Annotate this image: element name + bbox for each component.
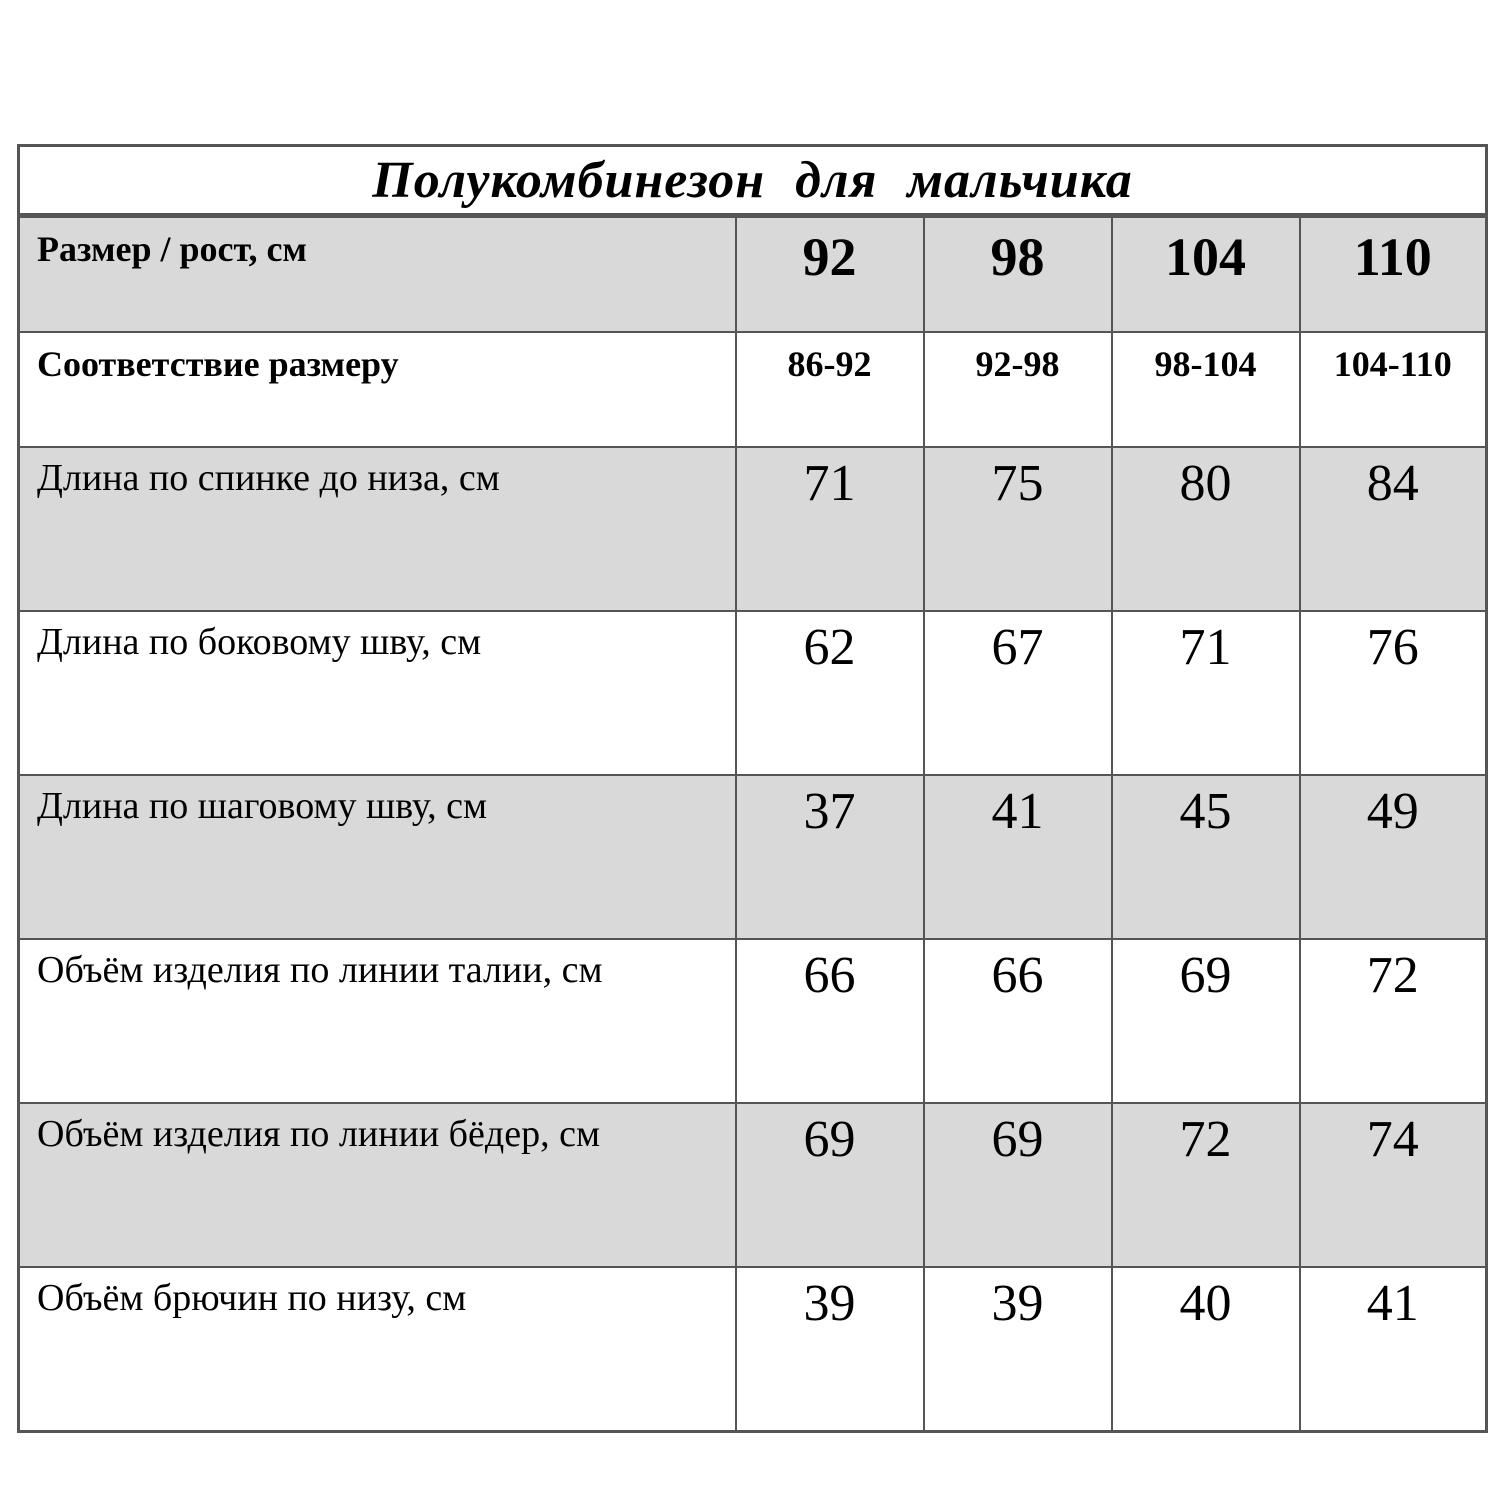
fit-range: 104-110 xyxy=(1300,332,1487,447)
fit-label: Соответствие размеру xyxy=(19,332,736,447)
value-cell: 76 xyxy=(1300,611,1487,775)
table-row xyxy=(19,447,1487,611)
size-110: 110 xyxy=(1300,216,1487,333)
value-cell: 75 xyxy=(924,447,1112,611)
value-cell: 72 xyxy=(1112,1103,1300,1267)
value-cell: 74 xyxy=(1300,1103,1487,1267)
value-cell: 84 xyxy=(1300,447,1487,611)
header-row xyxy=(19,216,1487,333)
fit-range: 92-98 xyxy=(924,332,1112,447)
row-label: Объём изделия по линии бёдер, см xyxy=(19,1103,736,1267)
value-cell: 66 xyxy=(924,939,1112,1103)
size-98: 98 xyxy=(924,216,1112,333)
table-row xyxy=(19,939,1487,1103)
row-label: Длина по шаговому шву, см xyxy=(19,775,736,939)
value-cell: 69 xyxy=(736,1103,924,1267)
value-cell: 72 xyxy=(1300,939,1487,1103)
table-row xyxy=(19,611,1487,775)
row-label: Длина по боковому шву, см xyxy=(19,611,736,775)
value-cell: 41 xyxy=(1300,1267,1487,1432)
value-cell: 40 xyxy=(1112,1267,1300,1432)
table-title: Полукомбинезон для мальчика xyxy=(19,146,1487,216)
value-cell: 39 xyxy=(736,1267,924,1432)
title-row xyxy=(19,146,1487,216)
size-104: 104 xyxy=(1112,216,1300,333)
row-label: Объём брючин по низу, см xyxy=(19,1267,736,1432)
fit-row xyxy=(19,332,1487,447)
fit-range: 86-92 xyxy=(736,332,924,447)
value-cell: 69 xyxy=(1112,939,1300,1103)
value-cell: 41 xyxy=(924,775,1112,939)
value-cell: 80 xyxy=(1112,447,1300,611)
size-92: 92 xyxy=(736,216,924,333)
fit-range: 98-104 xyxy=(1112,332,1300,447)
table-row xyxy=(19,1103,1487,1267)
value-cell: 71 xyxy=(736,447,924,611)
row-label: Объём изделия по линии талии, см xyxy=(19,939,736,1103)
value-cell: 45 xyxy=(1112,775,1300,939)
value-cell: 62 xyxy=(736,611,924,775)
value-cell: 39 xyxy=(924,1267,1112,1432)
value-cell: 67 xyxy=(924,611,1112,775)
size-chart-table xyxy=(17,144,1488,1433)
value-cell: 37 xyxy=(736,775,924,939)
table-row xyxy=(19,1267,1487,1432)
value-cell: 49 xyxy=(1300,775,1487,939)
table-row xyxy=(19,775,1487,939)
row-label: Длина по спинке до низа, см xyxy=(19,447,736,611)
header-label: Размер / рост, см xyxy=(19,216,736,333)
value-cell: 66 xyxy=(736,939,924,1103)
value-cell: 71 xyxy=(1112,611,1300,775)
value-cell: 69 xyxy=(924,1103,1112,1267)
